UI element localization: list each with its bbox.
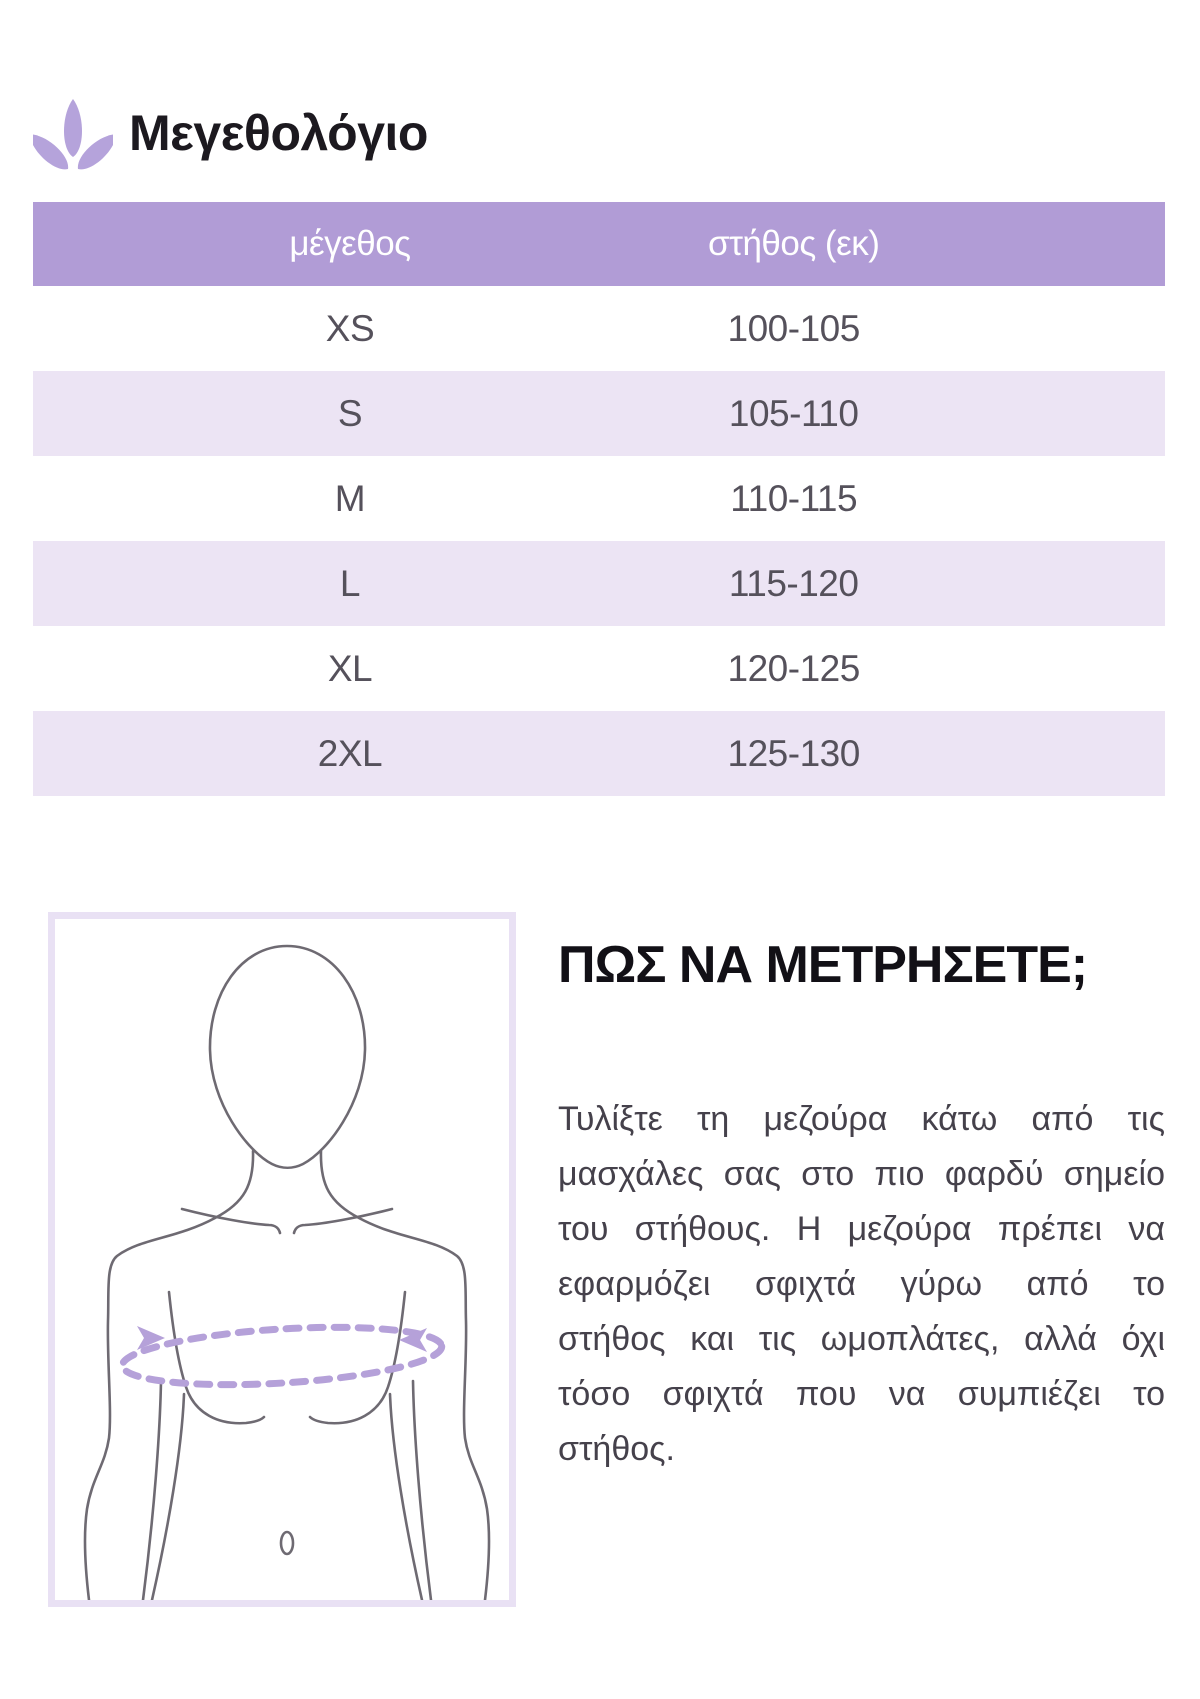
col-header-chest: στήθος (εκ) bbox=[708, 224, 880, 263]
measurement-figure-box bbox=[48, 912, 516, 1607]
title-block bbox=[33, 92, 428, 174]
chest-cell: 100-105 bbox=[727, 307, 860, 349]
right-collarbone-line bbox=[294, 1209, 392, 1233]
size-cell: S bbox=[337, 392, 363, 434]
left-collarbone-line bbox=[182, 1209, 280, 1233]
right-torso-side-line bbox=[390, 1394, 422, 1600]
chest-cell: 105-110 bbox=[728, 392, 859, 434]
navel bbox=[281, 1532, 293, 1554]
size-cell: XS bbox=[325, 307, 375, 349]
size-table-header-row bbox=[33, 202, 1165, 286]
lotus-center-petal bbox=[64, 99, 82, 157]
table-row bbox=[33, 541, 1165, 626]
howto-heading: ΠΩΣ ΝΑ ΜΕΤΡΗΣΕΤΕ; bbox=[558, 936, 1088, 994]
table-row bbox=[33, 456, 1165, 541]
head-outline bbox=[210, 946, 365, 1168]
chest-cell: 110-115 bbox=[730, 477, 858, 519]
size-cell: L bbox=[339, 562, 360, 604]
size-cell: XL bbox=[327, 647, 373, 689]
body-outline-illustration bbox=[55, 919, 509, 1600]
howto-paragraph-line: τόσο σφιχτά που να συμπιέζει το bbox=[558, 1374, 1165, 1413]
chest-cell: 115-120 bbox=[728, 562, 859, 604]
size-table-body bbox=[33, 286, 1165, 796]
table-row bbox=[33, 371, 1165, 456]
howto-paragraph-line: στήθος και τις ωμοπλάτες, αλλά όχι bbox=[558, 1319, 1165, 1358]
chest-cell: 125-130 bbox=[727, 732, 860, 774]
howto-paragraph-line: στήθος. bbox=[558, 1429, 675, 1468]
left-torso-side-line bbox=[152, 1394, 184, 1600]
size-table bbox=[33, 202, 1165, 796]
howto-paragraph bbox=[558, 1092, 1165, 1477]
size-cell: M bbox=[334, 477, 366, 519]
table-row bbox=[33, 711, 1165, 796]
lotus-icon bbox=[33, 93, 113, 173]
howto-paragraph-line: εφαρμόζει σφιχτά γύρω από το bbox=[558, 1264, 1165, 1303]
howto-paragraph-line: μασχάλες σας στο πιο φαρδύ σημείο bbox=[558, 1154, 1165, 1193]
table-row bbox=[33, 626, 1165, 711]
col-header-size: μέγεθος bbox=[289, 224, 411, 263]
chest-cell: 120-125 bbox=[727, 647, 860, 689]
page-title: Μεγεθολόγιο bbox=[129, 105, 428, 161]
table-row bbox=[33, 286, 1165, 371]
howto-section bbox=[558, 936, 1165, 1477]
howto-paragraph-line: Τυλίξτε τη μεζούρα κάτω από τις bbox=[558, 1099, 1165, 1138]
howto-paragraph-line: του στήθους. Η μεζούρα πρέπει να bbox=[558, 1209, 1165, 1248]
size-cell: 2XL bbox=[317, 732, 383, 774]
